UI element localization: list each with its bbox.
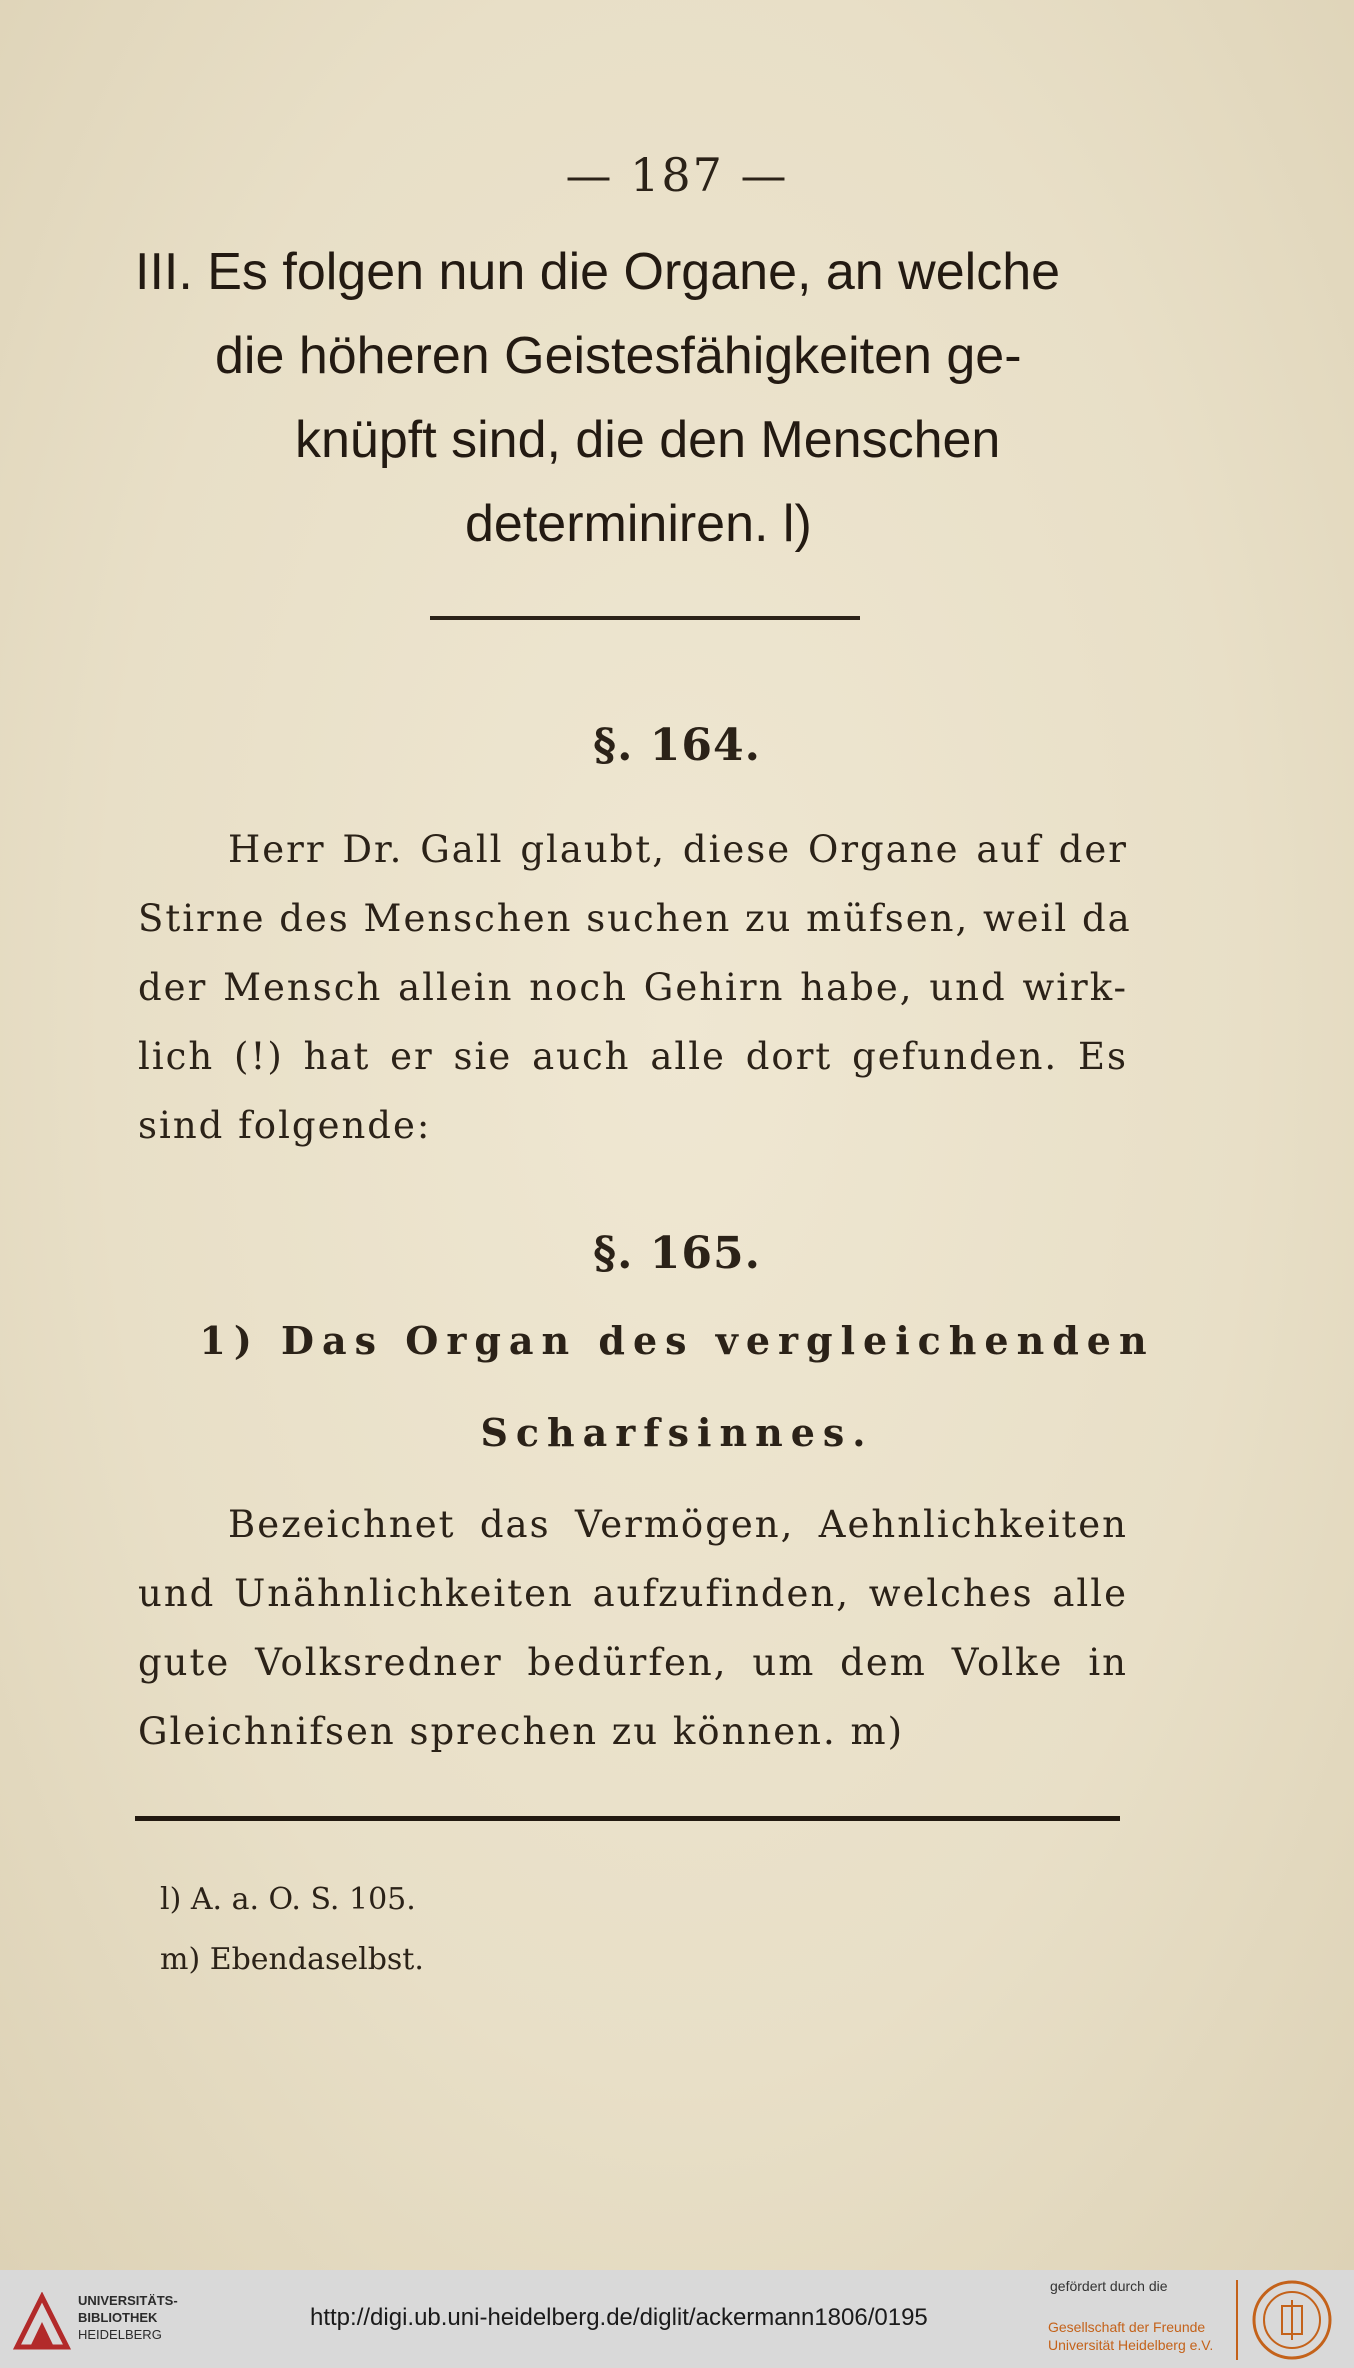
paragraph-165 [138, 1490, 1128, 1766]
paragraph-line: und Unähnlichkeiten aufzufinden, welches alle [138, 1572, 1128, 1615]
heading-line: knüpft sind, die den Menschen [295, 411, 1001, 469]
paragraph-line: Bezeichnet das Vermögen, Aehnlichkeiten [228, 1503, 1128, 1546]
paragraph-164 [138, 815, 1132, 1160]
chapter-heading [120, 230, 1120, 566]
footnote-divider [135, 1816, 1120, 1821]
footnote: l) A. a. O. S. 105. [160, 1882, 416, 1917]
paragraph-line: Gleichnifsen sprechen zu können. m) [138, 1710, 905, 1753]
footnotes [160, 1870, 424, 1990]
paragraph-line: sind folgende: [138, 1104, 432, 1147]
paragraph-line: Stirne des Menschen suchen zu müfsen, weil da [138, 897, 1132, 940]
paragraph-line: gute Volksredner bedürfen, um dem Volke in [138, 1641, 1128, 1684]
library-name: UNIVERSITÄTS- BIBLIOTHEK HEIDELBERG [78, 2293, 178, 2342]
footer-divider [1236, 2280, 1238, 2360]
section-number-164: §. 164. [593, 720, 761, 771]
section-divider [430, 616, 860, 620]
section-number-165: §. 165. [593, 1228, 761, 1279]
paragraph-line: lich (!) hat er sie auch alle dort gefunden. Es [138, 1035, 1128, 1078]
heading-line: die höheren Geistesfähigkeiten ge- [215, 327, 1022, 385]
heading-line: III. Es folgen nun die Organe, an welche [135, 243, 1061, 301]
permalink-url[interactable]: http://digi.ub.uni-heidelberg.de/diglit/ackermann1806/0195 [310, 2304, 928, 2331]
paragraph-line: Herr Dr. Gall glaubt, diese Organe auf der [228, 828, 1128, 871]
footnote: m) Ebendaselbst. [160, 1942, 424, 1977]
sponsor-name: Gesellschaft der Freunde Universität Heidelberg e.V. [1048, 2319, 1214, 2353]
organ-heading: 1) Das Organ des vergleichenden [199, 1318, 1155, 1363]
paragraph-line: der Mensch allein noch Gehirn habe, und wirk- [138, 966, 1128, 1009]
digitization-footer [0, 2270, 1354, 2368]
heading-line: determiniren. l) [465, 495, 812, 553]
page-number: — 187 — [565, 148, 789, 202]
library-logo-icon [12, 2292, 72, 2352]
organ-heading: Scharfsinnes. [480, 1410, 874, 1455]
funded-by-label: gefördert durch die [1050, 2278, 1168, 2294]
university-seal-icon [1250, 2278, 1334, 2362]
